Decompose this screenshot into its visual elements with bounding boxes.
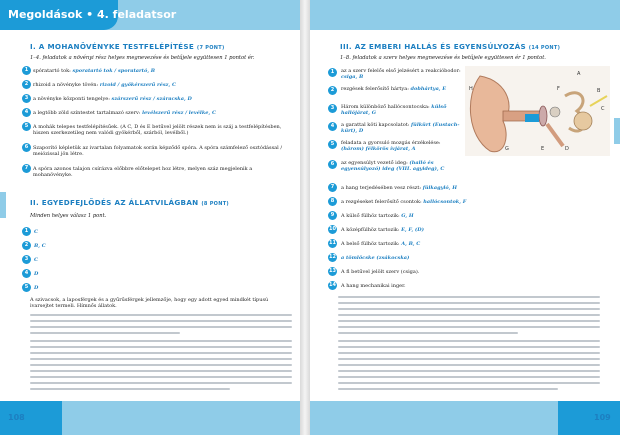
item-answer: (három) félkörös ívjárat, A: [341, 146, 416, 153]
answer-item: [341, 241, 601, 247]
section-title-text: III. AZ EMBERI HALLÁS ÉS EGYENSÚLYOZÁS: [340, 42, 526, 51]
answer-item: [341, 185, 601, 191]
item-answer: hallócsontok, F: [423, 199, 467, 205]
item-text: a legtöbb zöld színtestet tartalmazó szerv:: [33, 110, 141, 116]
item-number: 2: [328, 86, 337, 95]
item-answer: D: [34, 271, 39, 277]
figure-label: H: [469, 86, 473, 92]
figure-label: G: [505, 146, 509, 152]
answer-item: [341, 213, 601, 219]
text-line-placeholder: [30, 314, 292, 316]
text-line-placeholder: [338, 382, 600, 384]
item-number: 2: [22, 80, 31, 89]
section-title-text: II. EGYEDFEJLŐDÉS AZ ÁLLATVILÁGBAN: [30, 198, 199, 207]
page-title: Megoldások • 4. feladatsor: [8, 8, 177, 21]
item-answer: E, F, (D): [401, 227, 424, 233]
header-band: [0, 0, 300, 30]
item-number: 4: [22, 108, 31, 117]
text-line-placeholder: [30, 332, 180, 334]
page-number: 108: [8, 413, 25, 422]
item-text: a növényke központi tengelye:: [33, 96, 110, 102]
item-text: a rezgéseket felerősítő csontok:: [341, 199, 422, 205]
answer-item: [341, 227, 601, 233]
item-number: 4: [22, 269, 31, 278]
side-tab: [614, 118, 620, 144]
item-number: 3: [22, 94, 31, 103]
item-text: a hang terjedésében vesz részt:: [341, 185, 422, 191]
section-title-text: I. A MOHANÖVÉNYKE TESTFELÉPÍTÉSE: [30, 42, 195, 51]
text-line-placeholder: [30, 320, 292, 322]
figure-label: F: [557, 86, 560, 92]
text-line-placeholder: [30, 326, 292, 328]
section-points: (14 PONT): [528, 45, 561, 51]
item-answer: szárszerű rész / száracska, D: [111, 96, 192, 102]
text-line-placeholder: [338, 332, 518, 334]
section-points: (7 PONT): [196, 45, 225, 51]
book-gutter: [300, 0, 310, 435]
text-line-placeholder: [338, 296, 600, 298]
text-line-placeholder: [30, 364, 292, 366]
paragraph-lead: A szivacsok, a laposférgek és a gyűrűsférgek jellemzője, hogy egy adott egyed mindkét típusú ivarsejtet termeli. Hímnős állatok.: [30, 297, 269, 310]
item-answer: G, H: [401, 213, 414, 219]
item-number: 6: [328, 160, 337, 169]
answer-item: [341, 140, 461, 153]
section-intro: 1–4. feladatok a növényi rész helyes megnevezése és betűjele együttesen 1 pontot ér.: [30, 55, 255, 61]
item-text: A belső fülhöz tartozik:: [341, 241, 400, 247]
header-band: [310, 0, 620, 30]
item-answer: A, B, C: [401, 241, 421, 247]
text-line-placeholder: [338, 388, 558, 390]
answer-item: A fl betűvel jelölt szerv (csiga).: [341, 269, 420, 275]
item-answer: a tömlöcske (zsákocska): [341, 255, 410, 261]
answer-item: A spóra azonos talajon csírázva előbbre előtelepet hoz létre, melyen száz megjelenik a mohanövényke.: [33, 166, 253, 179]
item-number: 5: [328, 140, 337, 149]
text-line-placeholder: [338, 326, 600, 328]
item-number: 7: [22, 164, 31, 173]
answer-item: [341, 122, 461, 135]
answer-item: [341, 160, 466, 173]
text-line-placeholder: [338, 352, 600, 354]
answer-item: [341, 86, 461, 92]
answer-item: Szaporító képletük az ivartalan folyamatok során képződő spóra. A spóra számfelező osztódással / meiózissal jön létre.: [33, 145, 283, 158]
item-answer: C: [34, 257, 38, 263]
item-number: 6: [22, 143, 31, 152]
text-line-placeholder: [30, 358, 292, 360]
answer-item: [341, 104, 461, 117]
item-number: 1: [328, 68, 337, 77]
item-answer: dobhártya, E: [410, 86, 447, 92]
item-answer: külső hallójárat, G: [341, 104, 447, 117]
text-line-placeholder: [30, 340, 292, 342]
item-answer: csiga, B: [341, 74, 364, 81]
item-number: 5: [22, 122, 31, 131]
answer-item: [33, 68, 288, 74]
text-line-placeholder: [338, 302, 600, 304]
text-line-placeholder: [338, 364, 600, 366]
item-number: 8: [328, 197, 337, 206]
item-number: 1: [22, 227, 31, 236]
item-answer: C: [34, 229, 38, 235]
item-text: A középfülhöz tartozik:: [341, 227, 400, 233]
item-number: 9: [328, 211, 337, 220]
item-number: 1: [22, 66, 31, 75]
section-intro: Minden helyes válasz 1 pont.: [30, 213, 107, 219]
text-line-placeholder: [30, 376, 292, 378]
item-text: spóratartó tok:: [33, 68, 71, 74]
text-line-placeholder: [338, 320, 600, 322]
answer-item: [33, 96, 288, 102]
item-answer: fülkagyló, H: [422, 185, 457, 191]
item-number: 14: [329, 282, 336, 288]
section-points: (8 PONT): [201, 201, 230, 207]
section-intro: 1–8. feladatok a szerv helyes megnevezése és betűjele együttesen ér 1 pontot.: [340, 55, 546, 61]
text-line-placeholder: [30, 382, 292, 384]
item-text: rezgések felerősítő hártya:: [341, 86, 409, 92]
item-text: az a szerv felelős első jelzésért a reakcióbodor:: [341, 68, 461, 74]
item-text: A külső fülhöz tartozik:: [341, 213, 400, 219]
figure-label: E: [541, 146, 545, 152]
text-line-placeholder: [338, 370, 600, 372]
item-number: 11: [329, 240, 336, 246]
answer-item: [33, 82, 288, 88]
text-line-placeholder: [30, 346, 292, 348]
section-title-3: [340, 42, 560, 51]
text-line-placeholder: [30, 352, 292, 354]
section-title-1: [30, 42, 225, 51]
answer-item: [341, 68, 461, 81]
item-text: feladata a gyorsuló mozgás érzékelése:: [341, 140, 441, 146]
left-page: [0, 0, 300, 435]
figure-label: D: [565, 146, 569, 152]
answer-item: A mohák telepes testfelépítésűek. (A C, D és E betűvel jelölt részek nem is száj a testfelépítésben, hiszen szerkezetileg nem valódi gyökérből, szárból, levélből.): [33, 124, 282, 137]
ear-diagram: [465, 66, 610, 156]
text-line-placeholder: [338, 340, 600, 342]
item-text: Három különböző hallócsontocska:: [341, 104, 430, 110]
item-answer: levélszerű rész / levélke, C: [142, 110, 216, 116]
page-number: 109: [594, 413, 611, 422]
item-number: 3: [22, 255, 31, 264]
item-answer: (halló és egyensúlyozó) ideg (VIII. agyideg), C: [341, 160, 445, 173]
item-text: a garattal köti kapcsolatot:: [341, 122, 410, 128]
item-answer: fülkürt (Eustach-kürt), D: [341, 122, 460, 135]
item-number: 13: [329, 268, 336, 274]
text-line-placeholder: [338, 358, 600, 360]
answer-item: [341, 255, 601, 261]
figure-label: C: [601, 106, 605, 112]
item-answer: sporatartó tok / sporatartó, B: [72, 68, 156, 74]
answer-item: [33, 110, 288, 116]
answer-item: [341, 199, 601, 205]
side-tab: [0, 192, 6, 218]
item-number: 5: [22, 283, 31, 292]
item-text: rhizoid a növényke tövén:: [33, 82, 99, 88]
text-line-placeholder: [30, 388, 230, 390]
text-line-placeholder: [338, 376, 600, 378]
item-number: 7: [328, 183, 337, 192]
figure-label: A: [577, 71, 581, 77]
item-answer: rizoid / gyökérszerű rész, C: [99, 82, 176, 88]
text-line-placeholder: [338, 308, 600, 310]
text-line-placeholder: [30, 370, 292, 372]
ear-anatomy-figure: [465, 66, 610, 156]
item-number: 4: [328, 122, 337, 131]
answer-item: A hang mechanikai inger.: [341, 283, 406, 289]
item-number: 12: [329, 254, 336, 260]
item-answer: D: [34, 285, 39, 291]
item-text: az egyensúlyt vezető ideg:: [341, 160, 408, 166]
section-title-2: [30, 198, 229, 207]
text-line-placeholder: [338, 346, 600, 348]
item-number: 2: [22, 241, 31, 250]
right-page: [310, 0, 620, 435]
figure-label: B: [597, 88, 601, 94]
item-answer: B, C: [34, 243, 46, 249]
text-line-placeholder: [338, 314, 600, 316]
item-number: 10: [329, 226, 336, 232]
item-number: 3: [328, 104, 337, 113]
